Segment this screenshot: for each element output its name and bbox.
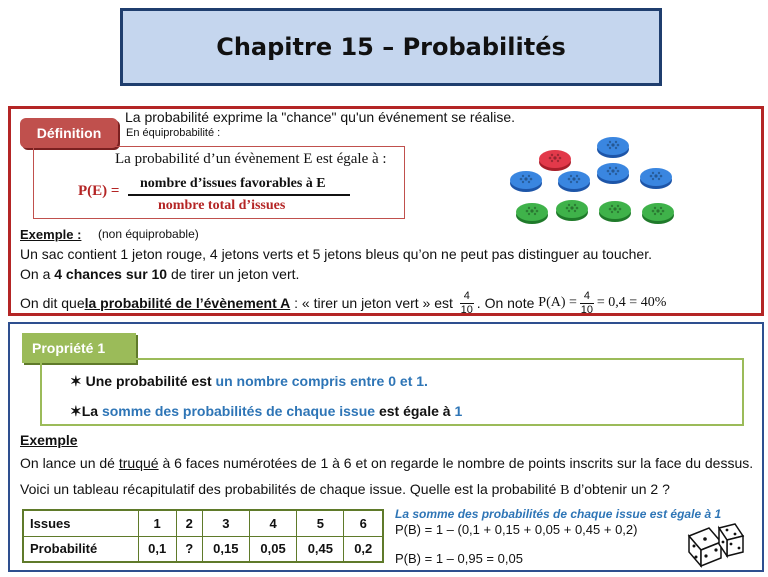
chapter-title-box	[120, 8, 662, 86]
example-title: Exemple :	[20, 227, 82, 242]
table-cell: 2	[176, 510, 202, 536]
example2-line1: On lance un dé truqué à 6 faces numérotées de 1 à 6 et on regarde le nombre de points inscrits sur la face du dessus.	[20, 455, 754, 471]
example-line2: On a 4 chances sur 10 de tirer un jeton vert.	[20, 266, 300, 282]
table-cell: 0,1	[138, 536, 176, 562]
table-cell: 0,05	[249, 536, 296, 562]
property-tag: Propriété 1	[22, 333, 136, 363]
formula-intro: La probabilité d’un évènement E est égale à :	[115, 151, 387, 167]
definition-tag: Définition	[20, 118, 118, 148]
table-row	[23, 510, 383, 536]
table-row	[23, 536, 383, 562]
example-line1: Un sac contient 1 jeton rouge, 4 jetons verts et 5 jetons bleus qu’on ne peut pas distinguer au toucher.	[20, 246, 652, 262]
table-cell: Probabilité	[23, 536, 138, 562]
formula-lhs: P(E) =	[78, 183, 120, 199]
dice-icon	[685, 520, 745, 570]
table-cell: 6	[344, 510, 383, 536]
probability-table	[22, 509, 384, 563]
formula-numerator: nombre d’issues favorables à E	[140, 176, 326, 191]
definition-line1: La probabilité exprime la "chance" qu'un événement se réalise.	[125, 109, 516, 125]
table-cell: 1	[138, 510, 176, 536]
table-cell: 5	[297, 510, 344, 536]
property-item2: ✶La somme des probabilités de chaque issue est égale à 1	[70, 403, 463, 419]
table-cell: 0,2	[344, 536, 383, 562]
example2-title: Exemple	[20, 432, 78, 448]
property-item1: ✶ Une probabilité est un nombre compris entre 0 et 1.	[70, 373, 428, 389]
formula-fraction-bar	[128, 194, 350, 196]
example2-line2: Voici un tableau récapitulatif des probabilités de chaque issue. Quelle est la probabilité B d’obtenir un 2 ?	[20, 481, 670, 498]
calc-line1: P(B) = 1 – (0,1 + 0,15 + 0,05 + 0,45 + 0,2)	[395, 522, 638, 537]
chapter-title: Chapitre 15 – Probabilités	[216, 33, 566, 61]
table-cell: 0,45	[297, 536, 344, 562]
definition-line2: En équiprobabilité :	[126, 127, 221, 139]
table-cell: 3	[202, 510, 249, 536]
table-cell: 0,15	[202, 536, 249, 562]
example-note: (non équiprobable)	[98, 227, 199, 241]
table-cell: Issues	[23, 510, 138, 536]
calc-note: La somme des probabilités de chaque issue est égale à 1	[395, 507, 722, 521]
table-cell: ?	[176, 536, 202, 562]
tokens-illustration	[508, 132, 688, 232]
table-cell: 4	[249, 510, 296, 536]
fraction-4-10-b: $\frac{4}{10}$	[580, 290, 594, 316]
fraction-4-10: $\frac{4}{10}$	[460, 290, 473, 316]
example-line3: On dit que la probabilité de l’évènement A : « tirer un jeton vert » est $\frac{4}{10}$ . On note P(A) = $\frac{4}{10}$ = 0,4 = 40%	[20, 290, 667, 316]
formula-denominator: nombre total d’issues	[158, 198, 286, 213]
calc-line2: P(B) = 1 – 0,95 = 0,05	[395, 551, 523, 566]
